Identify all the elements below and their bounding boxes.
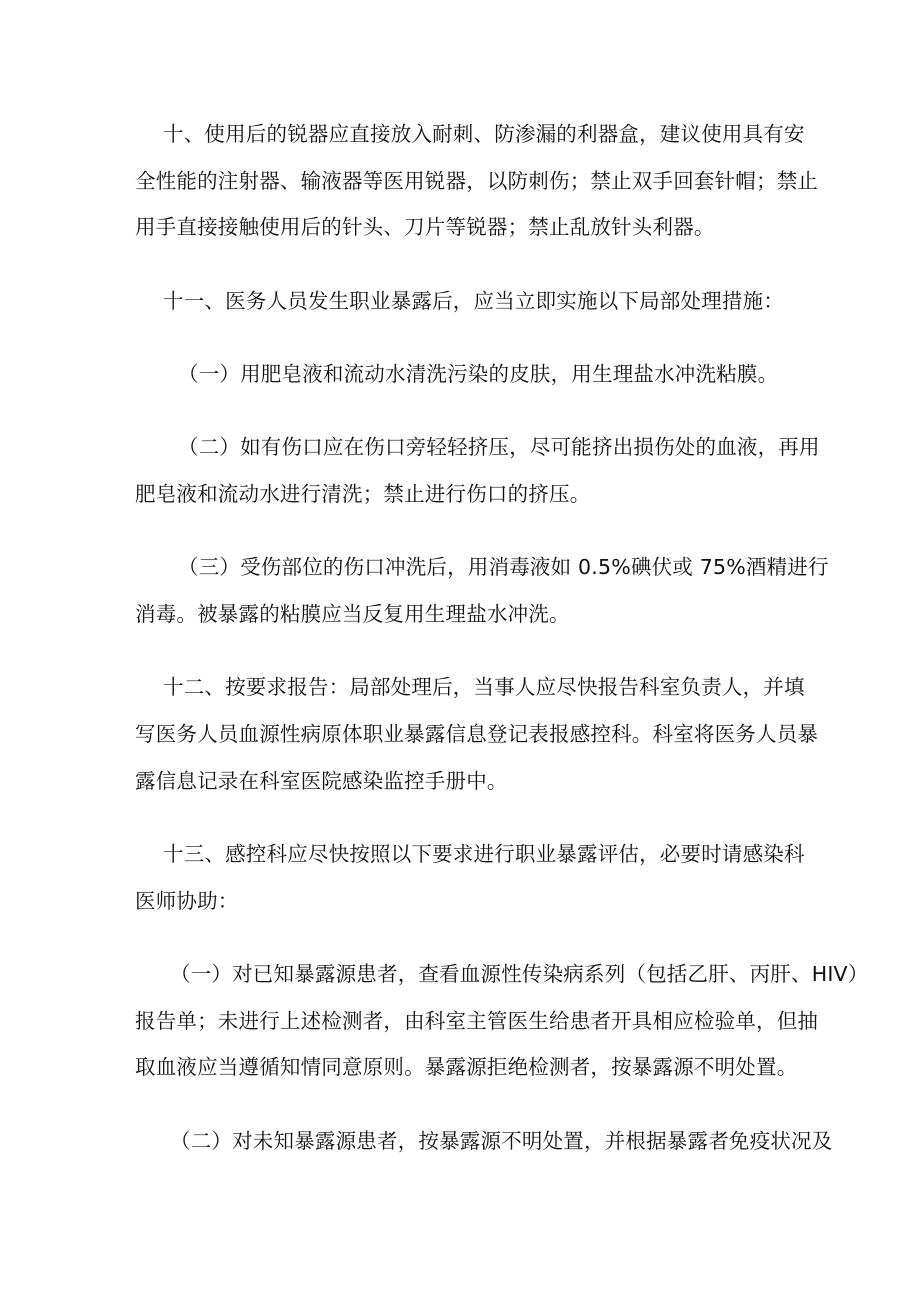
paragraph-10-line-1: 十、使用后的锐器应直接放入耐刺、防渗漏的利器盒，建议使用具有安 (163, 122, 805, 146)
paragraph-12-line-2: 写医务人员血源性病原体职业暴露信息登记表报感控科。科室将医务人员暴 (135, 722, 819, 746)
paragraph-11-item-3-line-1: （三）受伤部位的伤口冲洗后，用消毒液如 0.5%碘伏或 75%酒精进行 (178, 555, 829, 579)
paragraph-10-line-3: 用手直接接触使用后的针头、刀片等锐器；禁止乱放针头利器。 (135, 215, 715, 239)
paragraph-11-line-1: 十一、医务人员发生职业暴露后，应当立即实施以下局部处理措施： (163, 289, 784, 313)
paragraph-12-line-1: 十二、按要求报告：局部处理后，当事人应尽快报告科室负责人，并填 (163, 675, 805, 699)
paragraph-11-item-2-line-2: 肥皂液和流动水进行清洗；禁止进行伤口的挤压。 (135, 482, 591, 506)
paragraph-11-item-1: （一）用肥皂液和流动水清洗污染的皮肤，用生理盐水冲洗粘膜。 (178, 362, 779, 386)
paragraph-11-item-3-line-2: 消毒。被暴露的粘膜应当反复用生理盐水冲洗。 (135, 602, 570, 626)
paragraph-12-line-3: 露信息记录在科室医院感染监控手册中。 (135, 769, 508, 793)
paragraph-13-line-1: 十三、感控科应尽快按照以下要求进行职业暴露评估，必要时请感染科 (163, 842, 805, 866)
paragraph-13-item-1-line-2: 报告单；未进行上述检测者，由科室主管医生给患者开具相应检验单，但抽 (135, 1009, 819, 1033)
paragraph-13-item-1-line-3: 取血液应当遵循知情同意原则。暴露源拒绝检测者，按暴露源不明处置。 (135, 1055, 798, 1079)
paragraph-13-item-2-line-1: （二）对未知暴露源患者，按暴露源不明处置，并根据暴露者免疫状况及 (170, 1129, 833, 1153)
paragraph-10-line-2: 全性能的注射器、输液器等医用锐器，以防刺伤；禁止双手回套针帽；禁止 (135, 169, 819, 193)
paragraph-13-line-2: 医师协助： (135, 889, 239, 913)
paragraph-11-item-2-line-1: （二）如有伤口应在伤口旁轻轻挤压，尽可能挤出损伤处的血液，再用 (178, 435, 820, 459)
paragraph-13-item-1-line-1: （一）对已知暴露源患者，查看血源性传染病系列（包括乙肝、丙肝、HIV） (170, 962, 869, 986)
